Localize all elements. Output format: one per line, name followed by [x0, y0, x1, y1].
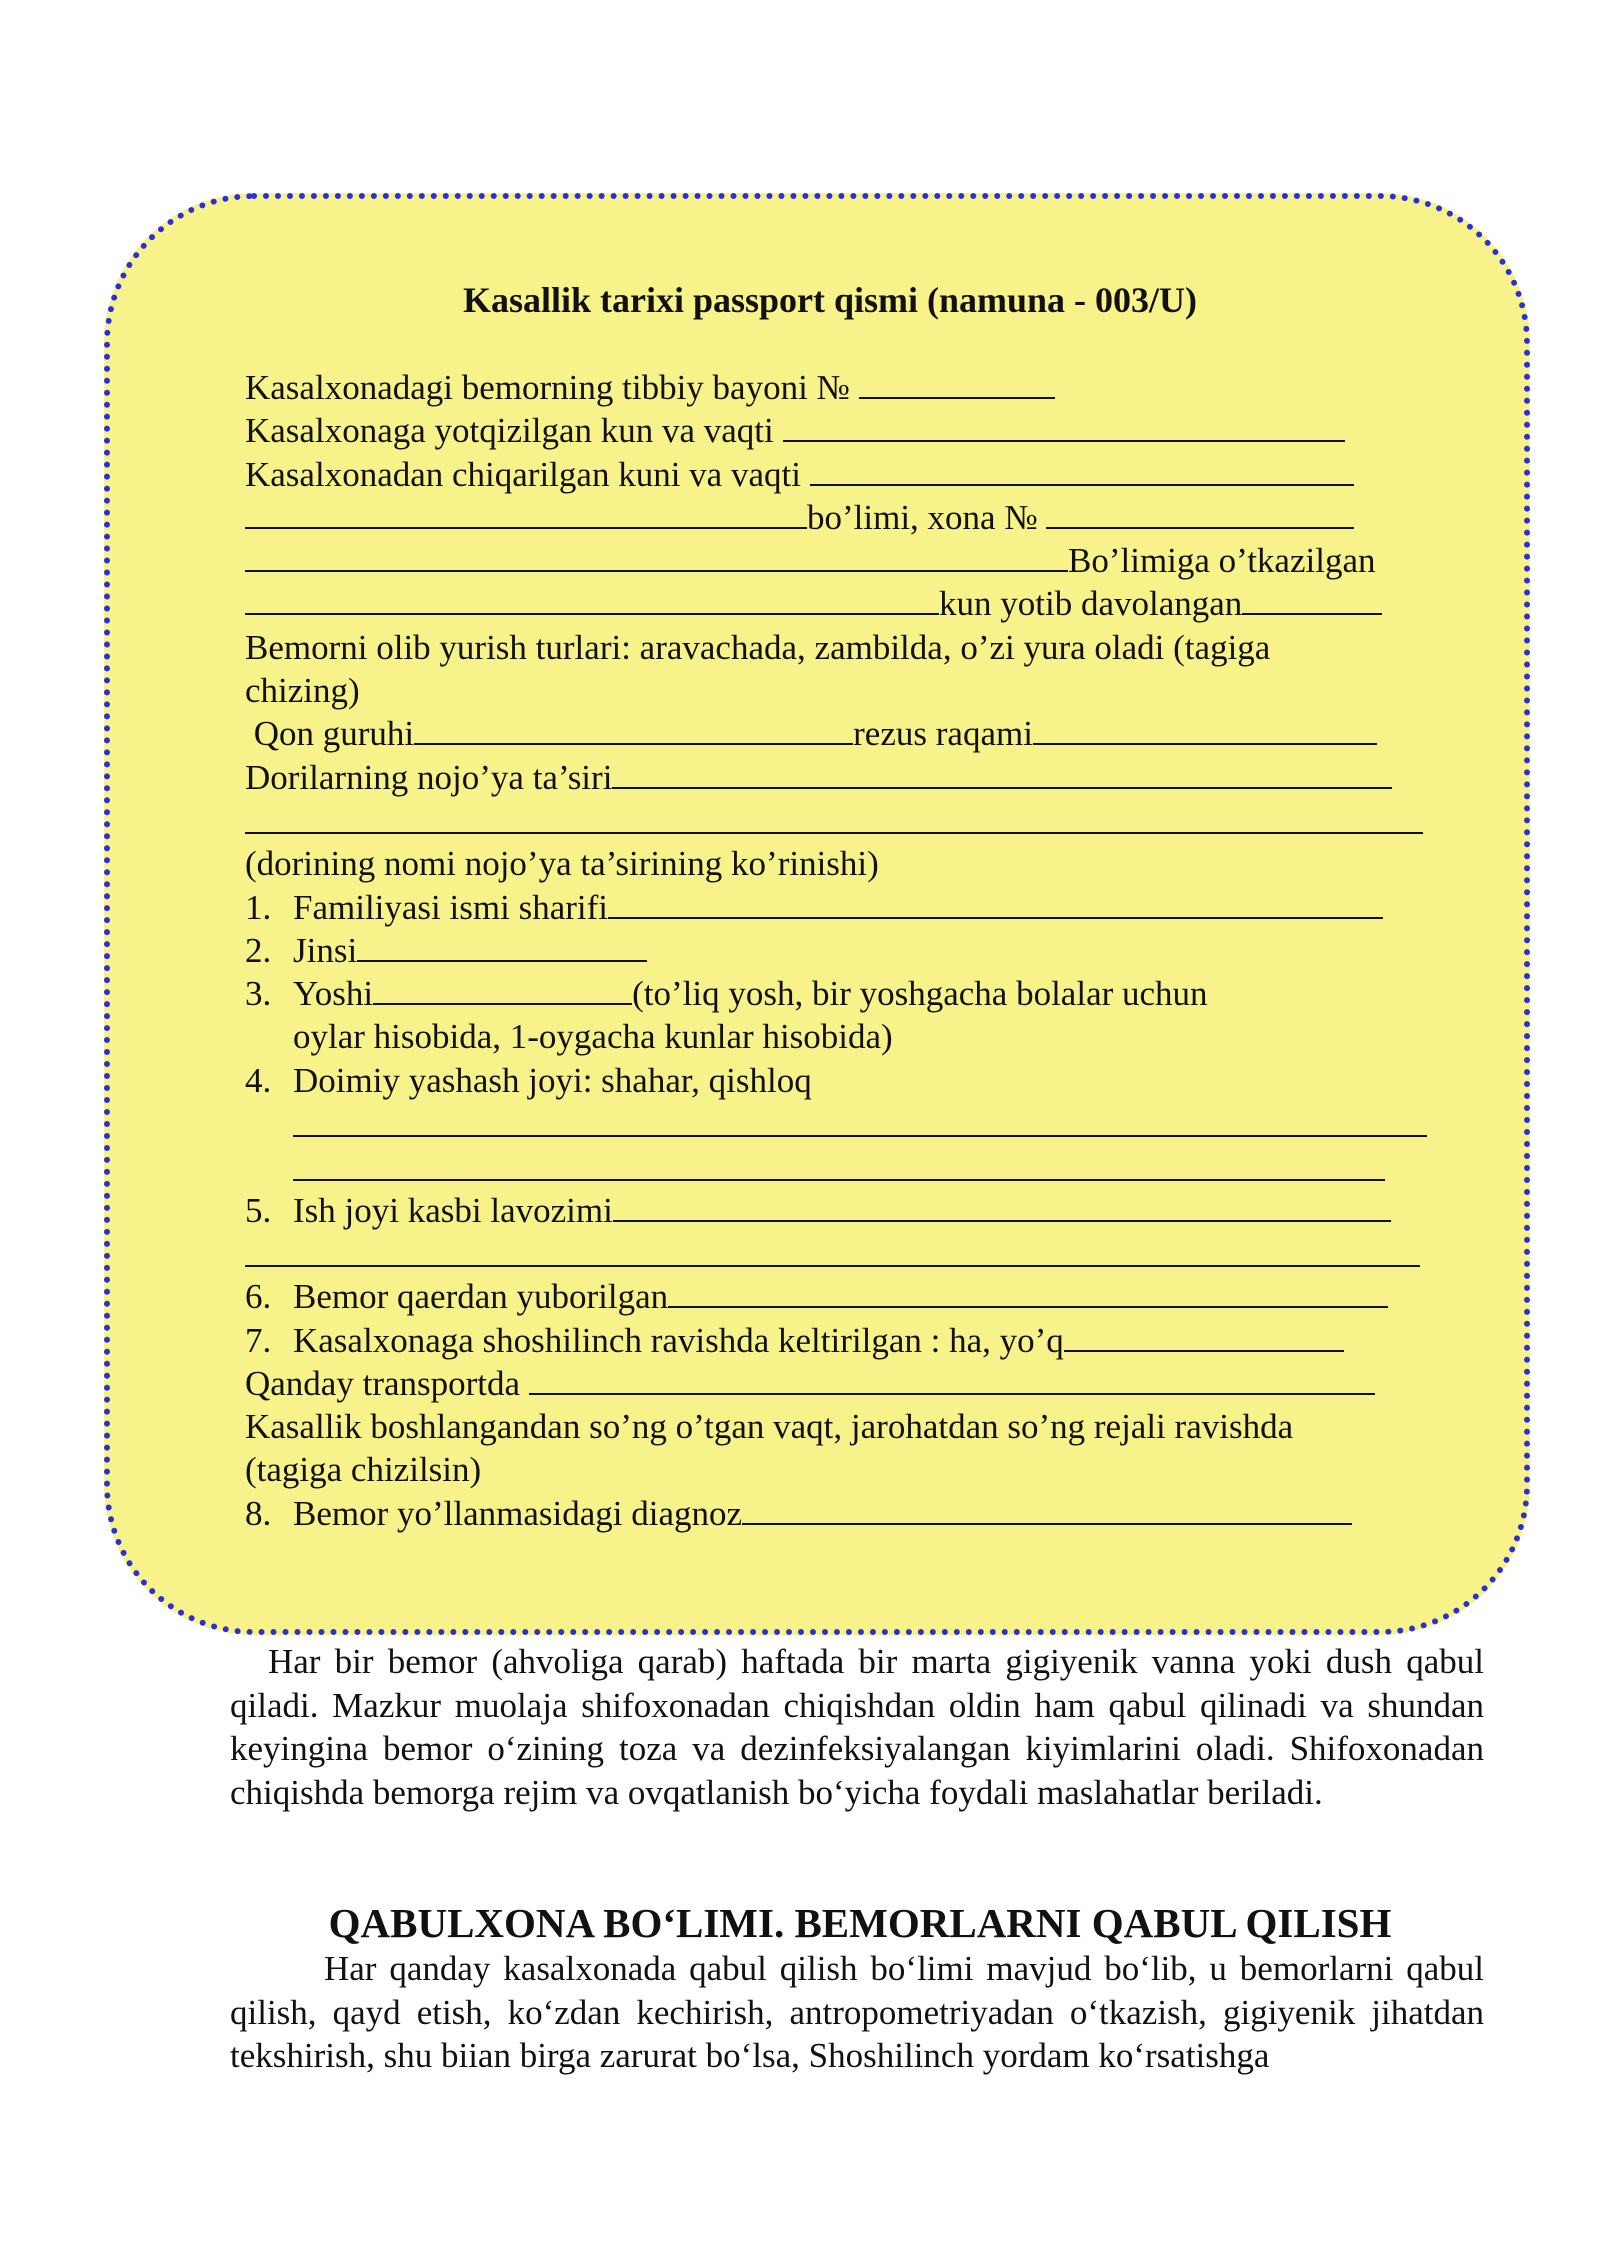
blank-field	[414, 713, 853, 745]
blank-field	[245, 1265, 1420, 1267]
line-transport: Qanday transportda	[245, 1362, 1415, 1405]
blank-field	[1033, 713, 1377, 745]
line-blank	[245, 799, 1415, 842]
body-paragraph-1: Har bir bemor (ahvoliga qarab) haftada bir marta gigiyenik vanna yoki dush qabul qiladi. Mazkur muolaja shifoxonadan chiqishdan oldin ham qabul qilinadi va shundan keyingina bemor oʻzining toza va dezinfeksiyalangan kiyimlarini oladi. Shifoxonadan chiqishda bemorga rejim va ovqatlanish boʻyicha foydali maslahatlar beriladi.	[230, 1642, 1484, 1812]
blank-field	[357, 930, 647, 962]
item-referred-from: 6. Bemor qaerdan yuborilgan	[245, 1275, 1415, 1318]
line-admission-date: Kasalxonaga yotqizilgan kun va vaqti	[245, 409, 1415, 452]
blank-field	[245, 497, 807, 529]
blank-field	[1242, 583, 1382, 615]
blank-field	[859, 367, 1055, 399]
line-blood-group: Qon guruhi rezus raqami	[245, 712, 1415, 755]
blank-field	[245, 583, 939, 615]
blank-field	[668, 1276, 1388, 1308]
blank-field	[1046, 497, 1354, 529]
blank-field	[613, 1190, 1391, 1222]
line-drug-reactions: Dorilarning nojo’ya ta’siri	[245, 756, 1415, 799]
passport-form	[245, 366, 1415, 1535]
line-discharge-date: Kasalxonadan chiqarilgan kuni va vaqti	[245, 453, 1415, 496]
blank-field	[783, 410, 1345, 442]
line-blank	[245, 1102, 1415, 1145]
item-residence: 4. Doimiy yashash joyi: shahar, qishloq	[245, 1060, 812, 1100]
blank-field	[245, 540, 1068, 572]
line-time-elapsed: Kasallik boshlangandan so’ng o’tgan vaqt, jarohatdan so’ng rejali ravishda	[245, 1407, 1294, 1447]
item-age-cont: oylar hisobida, 1-oygacha kunlar hisobida)	[293, 1017, 893, 1057]
blank-field	[612, 757, 1392, 789]
body-paragraph-2: Har qanday kasalxonada qabul qilish boʻlimi mavjud boʻlib, u bemorlarni qabul qilish, qayd etish, koʻzdan kechirish, antropometriyadan oʻtkazish, gigiyenik jihatdan tekshirish, shu biian birga zarurat boʻlsa, Shoshilinch yordam koʻrsatishga	[230, 1949, 1484, 2075]
blank-field	[742, 1493, 1352, 1525]
line-blank	[245, 1232, 1415, 1275]
line-department-room: bo’limi, xona №	[245, 496, 1415, 539]
line-transport-types-cont: chizing)	[245, 671, 360, 711]
section-heading: QABULXONA BOʻLIMI. BEMORLARNI QABUL QILISH	[328, 1900, 1392, 1946]
line-days-treated: kun yotib davolangan	[245, 582, 1415, 625]
line-transferred: Bo’limiga o’tkazilgan	[245, 539, 1415, 582]
blank-field	[293, 1135, 1427, 1137]
line-blank	[245, 1145, 1415, 1188]
item-sex: 2. Jinsi	[245, 929, 1415, 972]
line-drug-reactions-note: (dorining nomi nojo’ya ta’sirining ko’rinishi)	[245, 844, 879, 884]
item-full-name: 1. Familiyasi ismi sharifi	[245, 886, 1415, 929]
blank-field	[373, 973, 632, 1005]
blank-field	[529, 1363, 1375, 1395]
blank-field	[1064, 1320, 1344, 1352]
form-title: Kasallik tarixi passport qismi (namuna - 003/U)	[462, 280, 1198, 320]
blank-field	[608, 887, 1383, 919]
item-diagnosis: 8. Bemor yo’llanmasidagi diagnoz	[245, 1492, 1415, 1535]
line-time-elapsed-cont: (tagiga chizilsin)	[245, 1450, 482, 1490]
blank-field	[293, 1179, 1385, 1181]
item-emergency: 7. Kasalxonaga shoshilinch ravishda keltirilgan : ha, yo’q	[245, 1319, 1415, 1362]
line-record-number: Kasalxonadagi bemorning tibbiy bayoni №	[245, 366, 1415, 409]
blank-field	[810, 454, 1354, 486]
blank-field	[245, 832, 1423, 834]
item-age: 3. Yoshi (to’liq yosh, bir yoshgacha bolalar uchun	[245, 974, 1208, 1014]
item-workplace: 5. Ish joyi kasbi lavozimi	[245, 1189, 1415, 1232]
line-transport-types: Bemorni olib yurish turlari: aravachada, zambilda, o’zi yura oladi (tagiga	[245, 627, 1271, 667]
